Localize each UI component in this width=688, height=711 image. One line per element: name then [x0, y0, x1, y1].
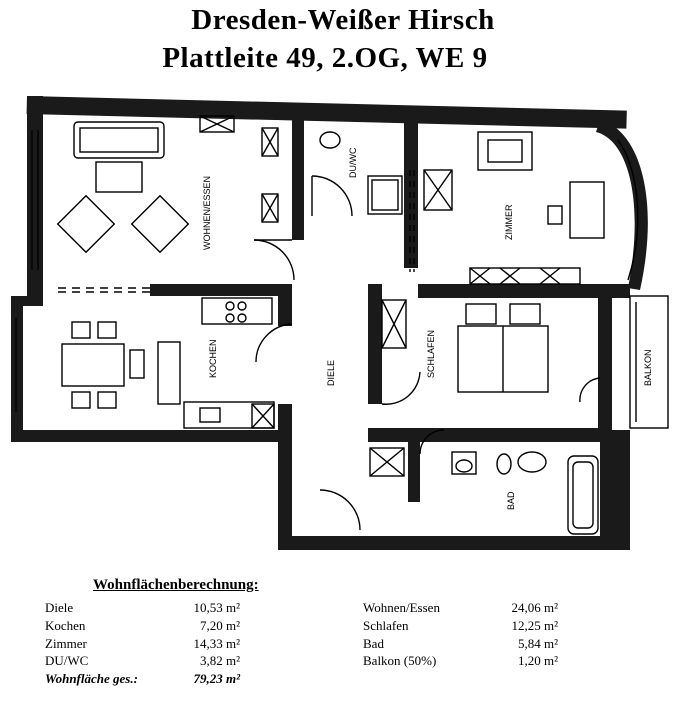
- room-label-zimmer: ZIMMER: [504, 204, 514, 240]
- room-label-schlafen: SCHLAFEN: [426, 329, 436, 378]
- area-value: 14,33 m²: [193, 636, 240, 651]
- area-value: 12,25 m²: [511, 618, 558, 633]
- area-row: [363, 635, 558, 652]
- area-name: DU/WC: [45, 653, 89, 668]
- area-value: 3,82 m²: [199, 653, 240, 668]
- area-name: Wohnen/Essen: [363, 600, 440, 615]
- area-name: Balkon (50%): [363, 653, 437, 668]
- area-name: Kochen: [45, 618, 86, 633]
- area-name: Zimmer: [45, 636, 87, 651]
- area-name: Schlafen: [363, 618, 409, 633]
- walls: [11, 96, 648, 550]
- area-total-value: 79,23 m²: [193, 671, 240, 686]
- area-value: 24,06 m²: [511, 600, 558, 615]
- area-row: [45, 635, 240, 652]
- area-row: [363, 617, 558, 634]
- area-name: Bad: [363, 636, 384, 651]
- room-label-balkon: BALKON: [643, 349, 653, 386]
- area-value: 10,53 m²: [193, 600, 240, 615]
- area-row: [363, 599, 558, 616]
- area-row: [45, 599, 240, 616]
- area-name: Diele: [45, 600, 74, 615]
- room-label-wohnen: WOHNEN/ESSEN: [202, 175, 212, 250]
- area-table-heading: Wohnflächenberechnung:: [93, 577, 259, 593]
- room-label-bad: BAD: [506, 491, 516, 510]
- room-label-kochen: KOCHEN: [208, 339, 218, 378]
- area-row: [363, 652, 558, 669]
- area-value: 1,20 m²: [517, 653, 558, 668]
- area-total-row: [45, 670, 240, 687]
- area-value: 7,20 m²: [199, 618, 240, 633]
- fixtures-and-doors: [16, 116, 668, 534]
- area-value: 5,84 m²: [517, 636, 558, 651]
- room-label-diele: DIELE: [326, 359, 336, 386]
- plan-title-location: Dresden-Weißer Hirsch: [191, 4, 495, 36]
- area-row: [45, 617, 240, 634]
- area-row: [45, 652, 240, 669]
- room-label-duwc: DU/WC: [348, 147, 358, 178]
- plan-title-address: Plattleite 49, 2.OG, WE 9: [162, 42, 488, 74]
- area-total-name: Wohnfläche ges.:: [45, 671, 138, 686]
